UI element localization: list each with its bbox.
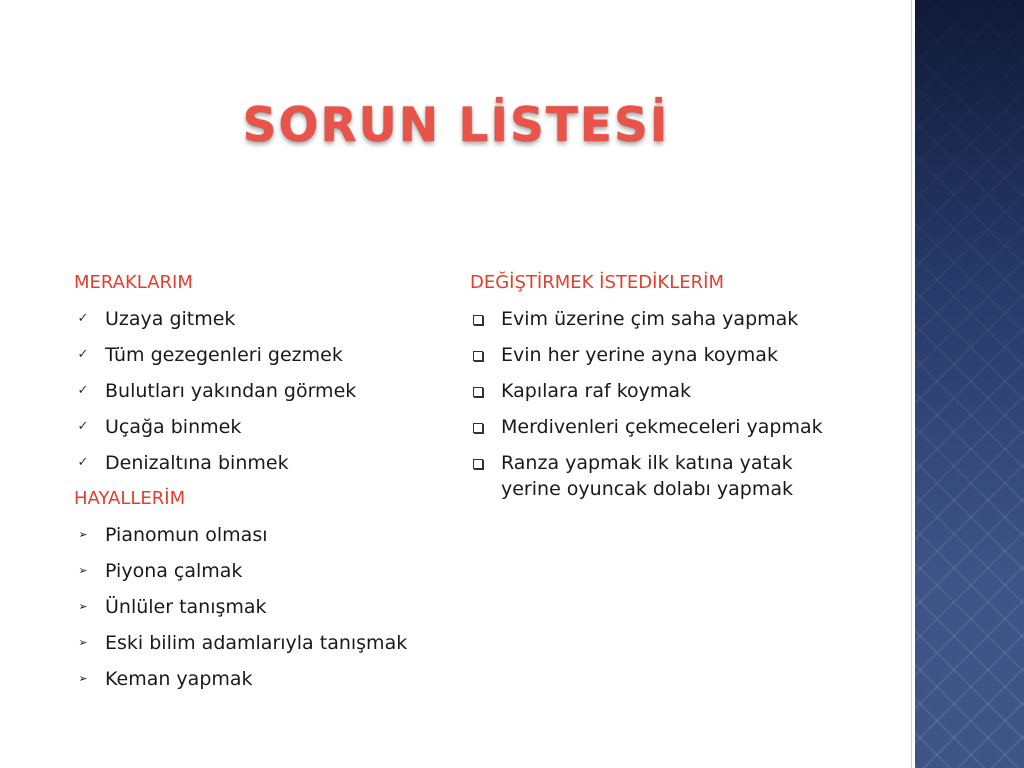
list-item: ✓ Uzaya gitmek	[74, 306, 454, 332]
list-item: ✓ Denizaltına binmek	[74, 450, 454, 476]
arrowhead-icon: ➢	[78, 528, 88, 541]
list-item: Merdivenleri çekmeceleri yapmak	[470, 414, 890, 440]
arrowhead-icon: ➢	[78, 672, 88, 685]
section-heading-meraklarim: MERAKLARIM	[74, 272, 193, 293]
list-item: ✓ Uçağa binmek	[74, 414, 454, 440]
list-item: ➢ Eski bilim adamlarıyla tanışmak	[74, 630, 454, 656]
slide-title: SORUN LİSTESİ	[242, 98, 670, 153]
list-item: ✓ Bulutları yakından görmek	[74, 378, 454, 404]
hayallerim-list	[74, 522, 454, 692]
right-column	[470, 270, 890, 512]
square-bullet-icon	[473, 351, 483, 361]
list-item: Ranza yapmak ilk katına yatak yerine oyuncak dolabı yapmak	[470, 450, 890, 502]
list-item: ➢ Piyona çalmak	[74, 558, 454, 584]
section-heading-degistirmek: DEĞİŞTİRMEK İSTEDİKLERİM	[470, 272, 724, 293]
arrowhead-icon: ➢	[78, 636, 88, 649]
list-item: Evim üzerine çim saha yapmak	[470, 306, 890, 332]
decorative-side-panel	[912, 0, 1024, 768]
checkmark-icon: ✓	[77, 383, 89, 398]
list-item: ✓ Tüm gezegenleri gezmek	[74, 342, 454, 368]
checkmark-icon: ✓	[77, 455, 89, 470]
arrowhead-icon: ➢	[78, 600, 88, 613]
list-item: Kapılara raf koymak	[470, 378, 890, 404]
list-item: ➢ Ünlüler tanışmak	[74, 594, 454, 620]
left-column	[74, 270, 454, 702]
meraklarim-list	[74, 306, 454, 476]
square-bullet-icon	[473, 315, 483, 325]
section-heading-hayallerim: HAYALLERİM	[74, 488, 186, 509]
square-bullet-icon	[473, 423, 483, 433]
list-item: Evin her yerine ayna koymak	[470, 342, 890, 368]
list-item: ➢ Keman yapmak	[74, 666, 454, 692]
arrowhead-icon: ➢	[78, 564, 88, 577]
checkmark-icon: ✓	[77, 311, 89, 326]
list-item: ➢ Pianomun olması	[74, 522, 454, 548]
checkmark-icon: ✓	[77, 347, 89, 362]
checkmark-icon: ✓	[77, 419, 89, 434]
square-bullet-icon	[473, 387, 483, 397]
square-bullet-icon	[473, 459, 483, 469]
degistirmek-list	[470, 306, 890, 502]
